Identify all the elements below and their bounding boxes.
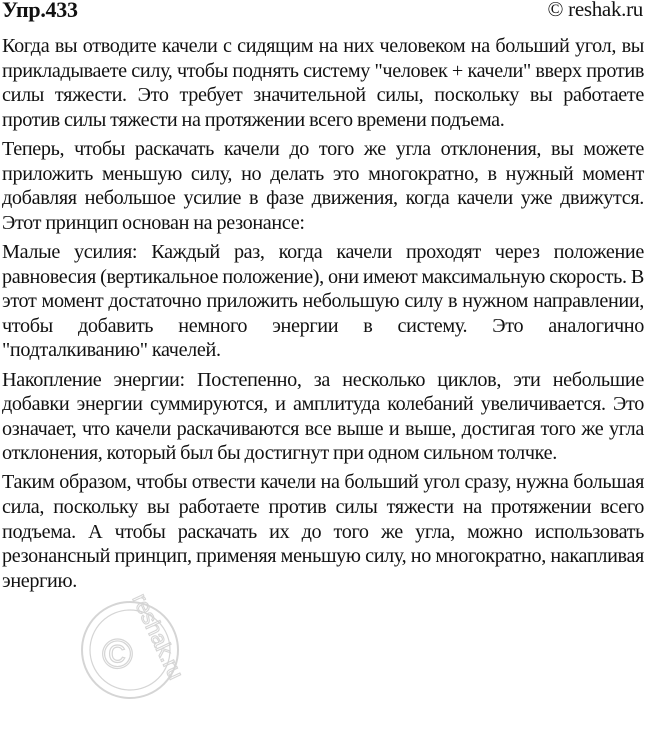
page-header: [0, 0, 646, 30]
paragraph-intro: Когда вы отводите качели с сидящим на них человеком на больший угол, вы прикладываете силу, чтобы поднять систему "человек + качели" вверх против силы тяжести. Это требует значительной силы, поскольку вы работаете против силы тяжести на протяжении всего времени подъема.: [2, 35, 644, 131]
copyright-label: © reshak.ru: [547, 0, 643, 21]
watermark-symbol: ©: [102, 630, 133, 677]
answer-text: [2, 34, 644, 598]
exercise-title: Упр.433: [2, 0, 78, 22]
paragraph-conclusion: Таким образом, чтобы отвести качели на больший угол сразу, нужна большая сила, поскольку вы работаете против силы тяжести на протяжении всего подъема. А чтобы раскачать их до того же угла, можно использовать резонансный принцип, применяя меньшую силу, но многократно, накапливая энергию.: [2, 471, 644, 592]
paragraph-energy-accumulation: Накопление энергии: Постепенно, за несколько циклов, эти небольшие добавки энергии суммируются, и амплитуда колебаний увеличивается. Это означает, что качели раскачиваются все выше и выше, достигая того же угла отклонения, который был бы достигнут при одном сильном толчке.: [2, 368, 644, 465]
watermark-icon: [72, 588, 202, 708]
paragraph-resonance: Теперь, чтобы раскачать качели до того же угла отклонения, вы можете приложить меньшую силу, но делать это многократно, в нужный момент добавляя небольшое усилие в фазе движения, когда качели уже движутся. Этот принцип основан на резонансе:: [2, 137, 644, 234]
watermark-text: reshak.ru: [127, 589, 189, 684]
paragraph-small-efforts: Малые усилия: Каждый раз, когда качели проходят через положение равновесия (вертикальное положение), они имеют максимальную скорость. В этот момент достаточно приложить небольшую силу в нужном направлении, чтобы добавить немного энергии в систему. Это аналогично "подталкиванию" качелей.: [2, 240, 644, 362]
